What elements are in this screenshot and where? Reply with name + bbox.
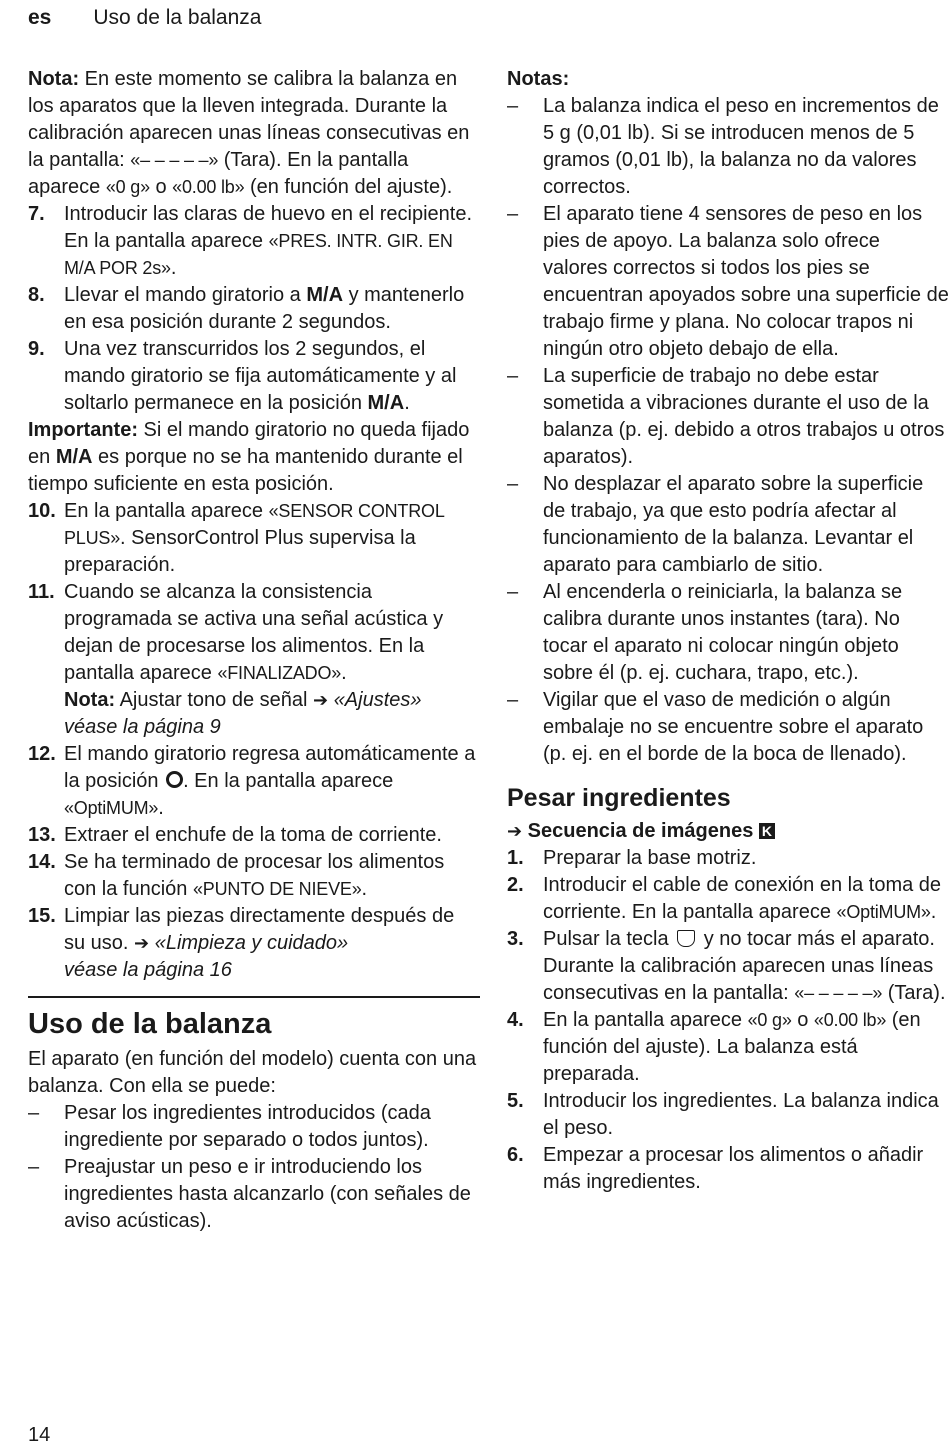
section-intro: El aparato (en función del modelo) cuenta con una balanza. Con ella se puede: <box>28 1048 477 1097</box>
note-text: En este momento se calibra la balanza en los aparatos que la lleven integrada. Durante la calibración aparecen unas líneas consecutivas en la pantalla: <box>28 68 470 171</box>
text: Cuando se alcanza la consistencia programada se activa una señal acústica y dejan de procesarse los alimentos. En la pantalla aparece <box>64 581 444 684</box>
step-number: 13. <box>28 824 56 846</box>
important-note <box>28 417 480 498</box>
text: . <box>341 662 347 684</box>
list-item-text: La balanza indica el peso en incrementos de 5 g (0,01 lb). Si se introducen menos de 5 gramos (0,01 lb), la balanza no da valores correctos. <box>543 95 939 198</box>
display-text: «OptiMUM» <box>64 798 159 818</box>
header-title: Uso de la balanza <box>93 6 262 29</box>
text: . <box>361 878 368 900</box>
list-item <box>507 363 949 471</box>
off-position-icon <box>166 771 183 788</box>
note-label: Nota: <box>28 68 80 90</box>
list-item-text: Al encenderla o reiniciarla, la balanza se calibra durante unos instantes (tara). No tocar el aparato ni colocar ningún objeto sobre él (p. ej. cuchara, trapo, etc.). <box>543 581 903 684</box>
step-text <box>543 872 949 926</box>
step-text: Preparar la base motriz. <box>543 847 757 869</box>
step-text <box>543 1007 949 1088</box>
list-item <box>507 471 949 579</box>
step-8 <box>28 282 480 336</box>
step-text <box>64 201 480 282</box>
cross-reference[interactable]: «Limpieza y cuidado» <box>154 932 349 954</box>
image-sequence-ref <box>507 818 949 845</box>
position-label: M/A <box>306 284 344 306</box>
step-7 <box>28 201 480 282</box>
cross-reference[interactable]: «Ajustes» <box>333 689 422 711</box>
note-text: (en función del ajuste). <box>244 176 453 198</box>
sequence-key-badge: K <box>759 823 775 839</box>
list-item <box>507 687 949 768</box>
dash-marker: – <box>507 365 519 387</box>
step-number: 12. <box>28 743 56 765</box>
right-column <box>507 66 949 1196</box>
step-9 <box>28 336 480 417</box>
step-15 <box>28 903 480 984</box>
display-text: «0 g» <box>105 177 150 197</box>
text: Introducir las claras de huevo en el recipiente. En la pantalla aparece <box>64 203 473 252</box>
list-item-text: Pesar los ingredientes introducidos (cada ingrediente por separado o todos juntos). <box>64 1102 431 1151</box>
text: . SensorControl Plus supervisa la preparación. <box>64 527 416 576</box>
display-text: «PUNTO DE NIEVE» <box>192 879 362 899</box>
dash-marker: – <box>507 689 519 711</box>
step-number: 10. <box>28 500 56 522</box>
position-label: M/A <box>367 392 405 414</box>
text: (Tara). <box>882 982 946 1004</box>
step-4 <box>507 1007 949 1088</box>
step-number: 15. <box>28 905 56 927</box>
display-text: «SENSOR CONTROL PLUS» <box>64 501 444 548</box>
step-3 <box>507 926 949 1007</box>
step-text <box>64 849 480 903</box>
step-number: 4. <box>507 1009 524 1031</box>
text: . <box>404 392 410 414</box>
text: (en función del ajuste). La balanza está preparada. <box>543 1009 921 1085</box>
notes-heading: Notas: <box>507 68 570 90</box>
display-text: «PRES. INTR. GIR. EN M/A POR 2s» <box>64 231 453 278</box>
step-text <box>64 282 480 336</box>
list-item <box>507 201 949 363</box>
step-12 <box>28 741 480 822</box>
sequence-label: Secuencia de imágenes <box>527 820 754 842</box>
list-item <box>507 579 949 687</box>
step-text <box>64 336 480 417</box>
list-item <box>28 1100 480 1154</box>
step-number: 3. <box>507 928 524 950</box>
page-reference[interactable]: véase la página 16 <box>64 959 232 981</box>
list-item <box>507 93 949 201</box>
display-text: «0 g» <box>747 1010 792 1030</box>
text: El mando giratorio regresa automáticamente a la posición <box>64 743 476 792</box>
step-11 <box>28 579 480 741</box>
language-code: es <box>28 6 52 29</box>
step-text <box>64 903 480 984</box>
step-5 <box>507 1088 949 1142</box>
step-text: Introducir los ingredientes. La balanza indica el peso. <box>543 1090 939 1139</box>
text: y mantenerlo en esa posición durante 2 segundos. <box>64 284 465 333</box>
dash-marker: – <box>507 95 519 117</box>
position-label: M/A <box>55 446 93 468</box>
text: Introducir el cable de conexión en la toma de corriente. En la pantalla aparece <box>543 874 942 923</box>
display-text: «0.00 lb» <box>813 1010 887 1030</box>
left-column <box>28 66 480 1235</box>
step-number: 11. <box>28 581 55 603</box>
dash-marker: – <box>507 203 519 225</box>
display-text: «0.00 lb» <box>172 177 245 197</box>
step-13 <box>28 822 480 849</box>
step-6 <box>507 1142 949 1196</box>
text: Limpiar las piezas directamente después de su uso. <box>64 905 455 954</box>
step-text: Empezar a procesar los alimentos o añadir más ingredientes. <box>543 1144 924 1193</box>
display-text: «– – – – –» <box>130 150 219 170</box>
section-title: Uso de la balanza <box>28 996 480 1042</box>
text: . <box>158 797 164 819</box>
step-text <box>543 926 949 1007</box>
text: En la pantalla aparece <box>64 500 269 522</box>
text: . <box>930 901 937 923</box>
notes-label <box>507 66 949 93</box>
text: Llevar el mando giratorio a <box>64 284 307 306</box>
note-label: Nota: <box>64 689 116 711</box>
text: Ajustar tono de señal <box>115 689 314 711</box>
text: Pulsar la tecla <box>543 928 675 950</box>
step-1 <box>507 845 949 872</box>
list-item <box>28 1154 480 1235</box>
step-number: 2. <box>507 874 524 896</box>
text: y no tocar más el aparato. Durante la calibración aparecen unas líneas consecutivas en la pantalla: <box>543 928 935 1004</box>
text: Se ha terminado de procesar los alimentos con la función <box>64 851 445 900</box>
step-number: 1. <box>507 847 524 869</box>
text: es porque no se ha mantenido durante el tiempo suficiente en esta posición. <box>28 446 463 495</box>
arrow-right-icon: ➔ <box>134 933 150 953</box>
scale-icon <box>677 930 695 947</box>
display-text: «– – – – –» <box>794 983 883 1003</box>
step-number: 8. <box>28 284 45 306</box>
note-calibration <box>28 66 480 201</box>
page-header <box>28 4 261 31</box>
dash-marker: – <box>28 1102 40 1124</box>
dash-marker: – <box>28 1156 40 1178</box>
display-text: «FINALIZADO» <box>217 663 342 683</box>
step-number: 14. <box>28 851 56 873</box>
step-number: 7. <box>28 203 45 225</box>
arrow-right-icon: ➔ <box>313 690 329 710</box>
page-number: 14 <box>28 1424 51 1446</box>
step-number: 5. <box>507 1090 524 1112</box>
list-item-text: Vigilar que el vaso de medición o algún embalaje no se encuentre sobre el aparato (p. ej. en el borde de la boca de llenado). <box>543 689 924 765</box>
step-text <box>64 741 480 822</box>
display-text: «OptiMUM» <box>836 902 931 922</box>
text: o <box>791 1009 814 1031</box>
text: . En la pantalla aparece <box>183 770 394 792</box>
step-14 <box>28 849 480 903</box>
step-number: 6. <box>507 1144 524 1166</box>
text: . <box>170 257 177 279</box>
step-text <box>64 579 480 741</box>
list-item-text: El aparato tiene 4 sensores de peso en los pies de apoyo. La balanza solo ofrece valores correctos si todos los pies se encuentran apoyados sobre una superficie de trabajo firme y plana. No colocar trapos ni ningún otro objeto debajo de ella. <box>543 203 949 360</box>
dash-marker: – <box>507 581 519 603</box>
note-text: o <box>149 176 173 198</box>
list-item-text: Preajustar un peso e ir introduciendo los ingredientes hasta alcanzarlo (con señales de aviso acústicas). <box>64 1156 471 1232</box>
step-text <box>64 498 480 579</box>
list-item-text: No desplazar el aparato sobre la superficie de trabajo, ya que esto podría afectar al funcionamiento de la balanza. Levantar el aparato para cambiarlo de sitio. <box>543 473 924 576</box>
dash-marker: – <box>507 473 519 495</box>
step-number: 9. <box>28 338 45 360</box>
page-reference[interactable]: véase la página 9 <box>64 716 221 738</box>
list-item-text: La superficie de trabajo no debe estar sometida a vibraciones durante el uso de la balanza (p. ej. debido a otros trabajos u otros aparatos). <box>543 365 945 468</box>
important-label: Importante: <box>28 419 138 441</box>
note-text: (Tara). En la pantalla aparece <box>28 149 409 198</box>
step-text: Extraer el enchufe de la toma de corriente. <box>64 824 442 846</box>
arrow-right-icon: ➔ <box>507 821 523 841</box>
text: En la pantalla aparece <box>543 1009 748 1031</box>
step-2 <box>507 872 949 926</box>
text: Una vez transcurridos los 2 segundos, el mando giratorio se fija automáticamente y al soltarlo permanece en la posición <box>64 338 457 414</box>
text: Si el mando giratorio no queda fijado en <box>28 419 470 468</box>
step-10 <box>28 498 480 579</box>
subsection-title: Pesar ingredientes <box>507 784 731 812</box>
